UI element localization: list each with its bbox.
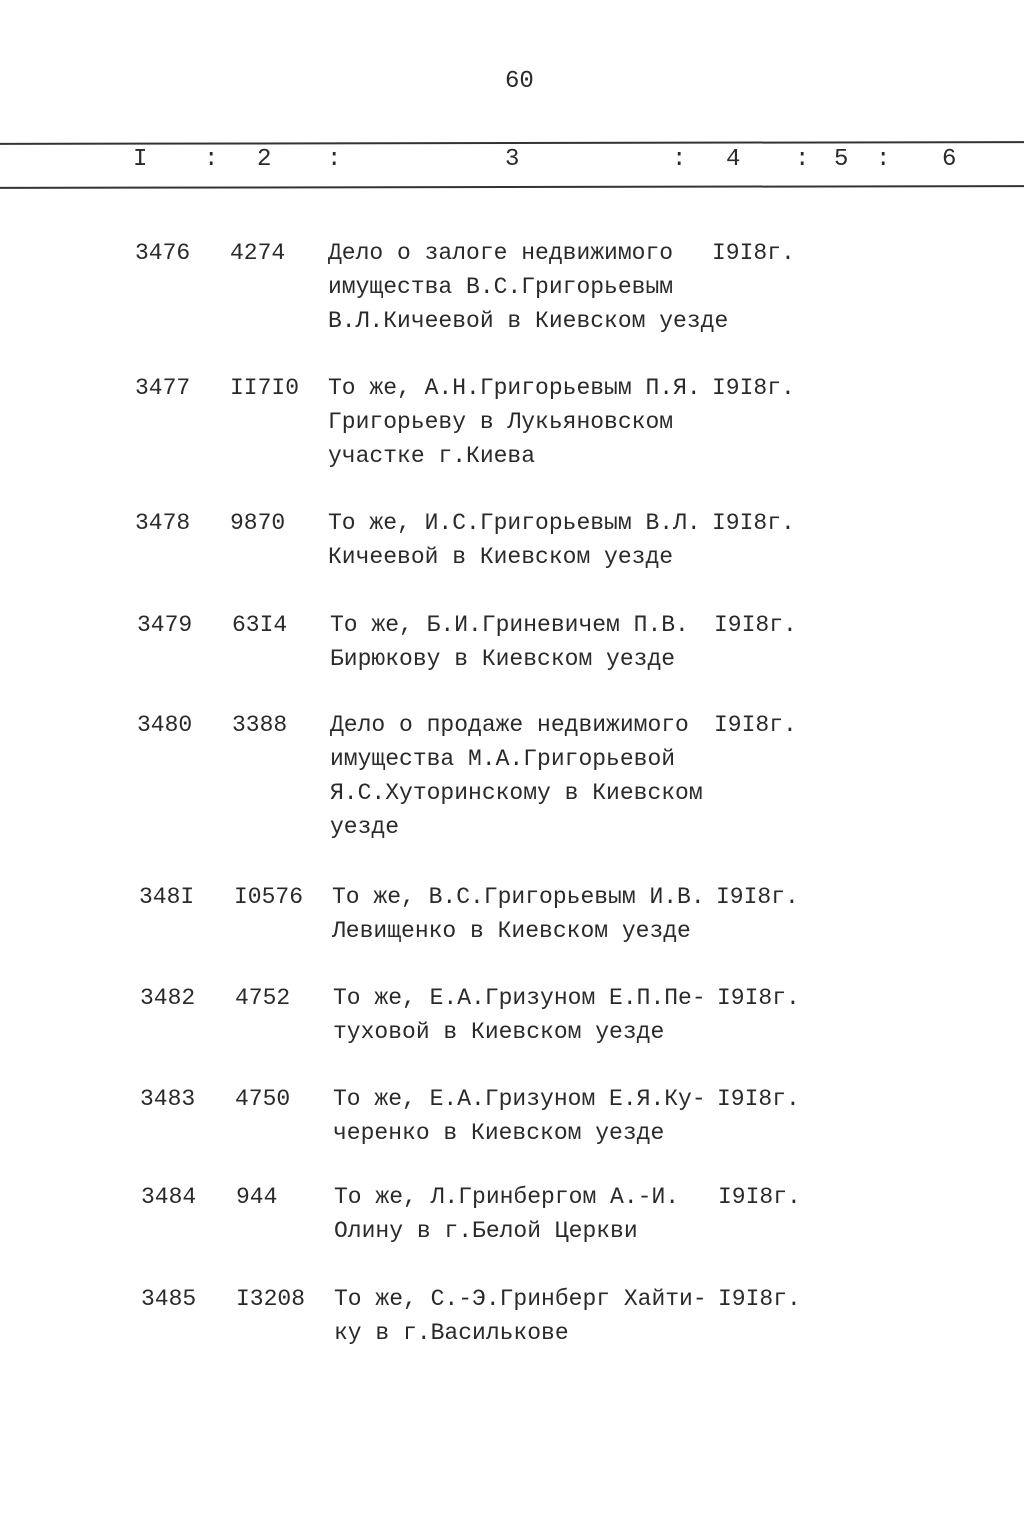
header-top-rule bbox=[0, 141, 1024, 145]
item-date: I9I8г. bbox=[714, 612, 797, 638]
item-number: 3484 bbox=[141, 1184, 197, 1210]
storage-unit-number: 3388 bbox=[232, 712, 288, 738]
col-header-6: 6 bbox=[942, 146, 957, 173]
item-title bbox=[334, 1282, 707, 1350]
col-header-3: 3 bbox=[505, 146, 520, 173]
storage-unit-number: 9870 bbox=[230, 510, 286, 536]
item-number: 3485 bbox=[141, 1286, 197, 1312]
item-title-line: В.Л.Кичеевой в Киевском уезде bbox=[328, 308, 729, 334]
item-date: I9I8г. bbox=[717, 985, 800, 1011]
storage-unit-number: 944 bbox=[236, 1184, 278, 1210]
storage-unit-number: 4752 bbox=[235, 985, 291, 1011]
storage-unit-number: 63I4 bbox=[232, 612, 288, 638]
item-date: I9I8г. bbox=[718, 1184, 801, 1210]
item-title-line: То же, А.Н.Григорьевым П.Я. bbox=[328, 375, 701, 401]
item-title-line: черенко в Киевском уезде bbox=[333, 1120, 665, 1146]
item-title-line: уезде bbox=[330, 814, 400, 840]
item-number: 348I bbox=[139, 884, 195, 910]
item-title-line: Олину в г.Белой Церкви bbox=[334, 1218, 638, 1244]
item-title-line: То же, С.-Э.Гринберг Хайти- bbox=[334, 1286, 707, 1312]
item-number: 3476 bbox=[135, 240, 191, 266]
header-bottom-rule bbox=[0, 185, 1024, 189]
item-number: 3482 bbox=[140, 985, 196, 1011]
item-title bbox=[328, 236, 728, 338]
item-title bbox=[328, 371, 701, 473]
col-header-1: I bbox=[133, 146, 148, 173]
item-date: I9I8г. bbox=[714, 712, 797, 738]
item-title-line: Бирюкову в Киевском уезде bbox=[330, 646, 676, 672]
storage-unit-number: 4274 bbox=[230, 240, 286, 266]
item-date: I9I8г. bbox=[712, 510, 795, 536]
item-date: I9I8г. bbox=[712, 240, 795, 266]
item-title-line: То же, Л.Гринбергом А.-И. bbox=[334, 1184, 680, 1210]
col-header-4: 4 bbox=[726, 146, 741, 173]
item-date: I9I8г. bbox=[717, 1086, 800, 1112]
item-title-line: Кичеевой в Киевском уезде bbox=[328, 544, 674, 570]
item-title-line: То же, В.С.Григорьевым И.В. bbox=[332, 884, 705, 910]
storage-unit-number: 4750 bbox=[235, 1086, 291, 1112]
item-title-line: Григорьеву в Лукьяновском bbox=[328, 409, 674, 435]
item-title-line: То же, Е.А.Гризуном Е.Я.Ку- bbox=[333, 1086, 706, 1112]
col-header-2: 2 bbox=[257, 146, 272, 173]
item-number: 3477 bbox=[135, 375, 191, 401]
col-separator: : bbox=[876, 146, 891, 173]
item-title-line: Левищенко в Киевском уезде bbox=[332, 918, 691, 944]
col-separator: : bbox=[204, 146, 219, 173]
item-title-line: имущества М.А.Григорьевой bbox=[330, 746, 676, 772]
page-number: 60 bbox=[505, 68, 534, 95]
storage-unit-number: II7I0 bbox=[230, 375, 300, 401]
item-title-line: То же, И.С.Григорьевым В.Л. bbox=[328, 510, 701, 536]
item-date: I9I8г. bbox=[716, 884, 799, 910]
item-title bbox=[334, 1180, 679, 1248]
item-title bbox=[333, 1082, 706, 1150]
item-title bbox=[333, 981, 706, 1049]
item-number: 3483 bbox=[140, 1086, 196, 1112]
item-title-line: туховой в Киевском уезде bbox=[333, 1019, 665, 1045]
item-title-line: ку в г.Василькове bbox=[334, 1320, 569, 1346]
item-title bbox=[330, 708, 703, 844]
item-title bbox=[328, 506, 701, 574]
item-date: I9I8г. bbox=[712, 375, 795, 401]
item-title-line: То же, Б.И.Гриневичем П.В. bbox=[330, 612, 689, 638]
item-title-line: Дело о залоге недвижимого bbox=[328, 240, 674, 266]
item-title-line: То же, Е.А.Гризуном Е.П.Пе- bbox=[333, 985, 706, 1011]
item-title bbox=[332, 880, 705, 948]
col-separator: : bbox=[327, 146, 342, 173]
item-title-line: Я.С.Хуторинскому в Киевском bbox=[330, 780, 703, 806]
storage-unit-number: I0576 bbox=[234, 884, 304, 910]
item-number: 3480 bbox=[137, 712, 193, 738]
storage-unit-number: I3208 bbox=[236, 1286, 306, 1312]
item-date: I9I8г. bbox=[718, 1286, 801, 1312]
item-title bbox=[330, 608, 689, 676]
item-number: 3479 bbox=[137, 612, 193, 638]
item-number: 3478 bbox=[135, 510, 191, 536]
item-title-line: участке г.Киева bbox=[328, 443, 536, 469]
item-title-line: имущества В.С.Григорьевым bbox=[328, 274, 674, 300]
col-header-5: 5 bbox=[834, 146, 849, 173]
col-separator: : bbox=[672, 146, 687, 173]
item-title-line: Дело о продаже недвижимого bbox=[330, 712, 689, 738]
col-separator: : bbox=[795, 146, 810, 173]
